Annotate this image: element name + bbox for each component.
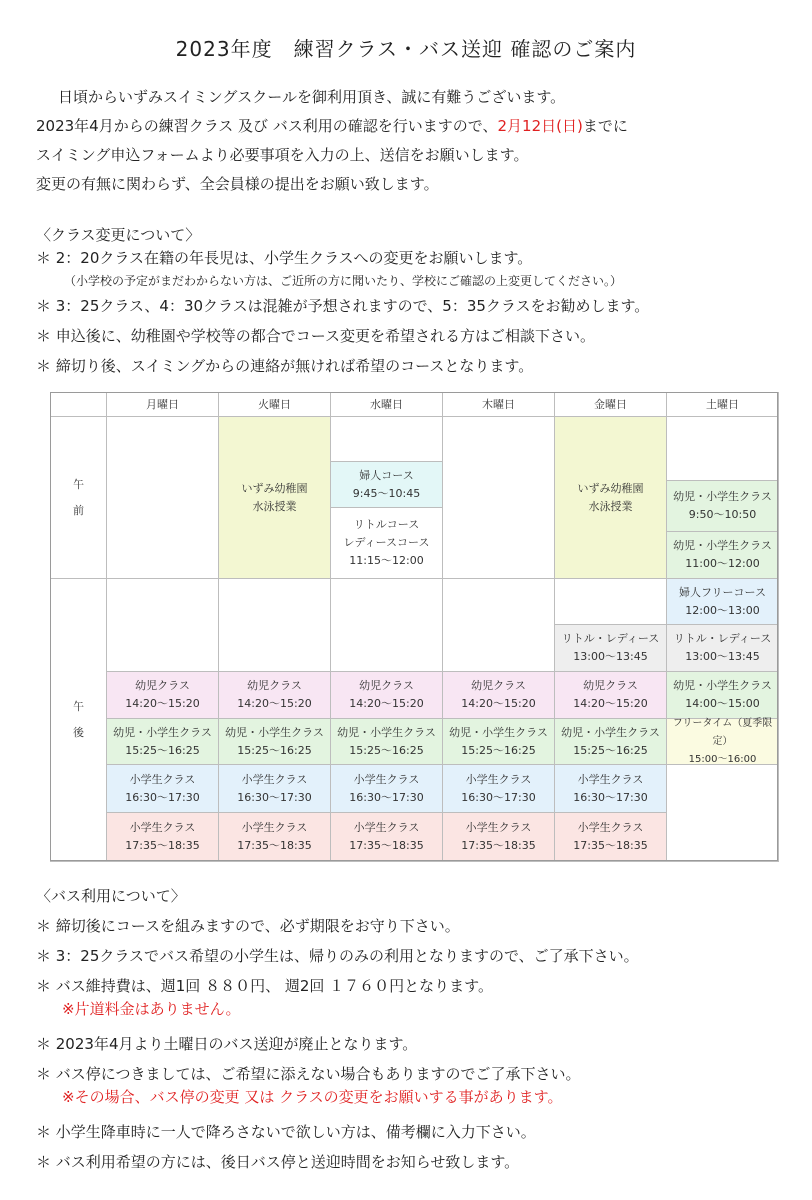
empty-cell <box>442 578 555 672</box>
intro-line-3: スイミング申込フォームより必要事項を入力の上、送信をお願いします。 <box>36 146 529 164</box>
intro-line-4: 変更の有無に関わらず、全会員様の提出をお願い致します。 <box>36 175 439 193</box>
schedule-cell-text: 小学生クラス <box>353 821 420 834</box>
schedule-cell-text: 小学生クラス <box>129 821 196 834</box>
pm-label-text: 後 <box>73 726 84 739</box>
schedule-cell-text: 幼児・小学生クラス <box>113 725 212 739</box>
schedule-cell-text: 16:30～17:30 <box>125 790 200 804</box>
schedule-cell <box>218 718 331 765</box>
schedule-cell-text: 17:35～18:35 <box>125 839 200 852</box>
class-change-heading: 〈クラス変更について〉 <box>36 226 201 244</box>
day-header <box>666 392 779 417</box>
schedule-cell-text: 幼児・小学生クラス <box>673 490 772 503</box>
schedule-cell-text: 17:35～18:35 <box>349 839 424 852</box>
schedule-cell <box>218 812 331 862</box>
schedule-cell-text: 幼児・小学生クラス <box>337 725 436 739</box>
schedule-cell-text: 15:25～16:25 <box>237 743 312 757</box>
schedule-cell-text: 幼児・小学生クラス <box>449 725 548 739</box>
schedule-cell-text: リトル・レディース <box>561 632 660 645</box>
schedule-cell-text: 幼児クラス <box>247 679 302 692</box>
empty-cell <box>106 578 219 672</box>
bus-item: ＊ バス停につきましては、ご希望に添えない場合もありますのでご了承下さい。 <box>36 1065 581 1083</box>
pm-label-text: 午 <box>73 700 84 713</box>
schedule-table <box>50 392 778 861</box>
schedule-cell-text: 16:30～17:30 <box>237 790 312 804</box>
schedule-cell-text: 小学生クラス <box>465 821 532 834</box>
schedule-cell <box>330 764 443 813</box>
schedule-cell-text: 小学生クラス <box>129 772 196 786</box>
schedule-cell-text: 婦人フリーコース <box>678 585 766 599</box>
day-header-text: 月曜日 <box>146 397 179 411</box>
schedule-cell-text: いずみ幼稚園 <box>577 481 644 495</box>
header-corner <box>50 392 107 417</box>
empty-cell <box>666 764 779 862</box>
schedule-cell-text: 幼児・小学生クラス <box>561 725 660 739</box>
schedule-cell-text: 14:20～15:20 <box>573 697 648 710</box>
bus-red-note: ※片道料金はありません。 <box>62 1000 241 1018</box>
empty-cell <box>666 416 779 481</box>
schedule-cell-text: 小学生クラス <box>577 821 644 834</box>
schedule-cell-text: リトル・レディース <box>673 632 772 645</box>
schedule-cell-text: 14:20～15:20 <box>461 697 536 710</box>
day-header-text: 水曜日 <box>370 397 403 411</box>
schedule-cell-text: 14:20～15:20 <box>349 697 424 710</box>
schedule-cell-text: 婦人コース <box>359 468 414 482</box>
schedule-cell <box>554 416 667 579</box>
schedule-cell-text: 小学生クラス <box>465 772 532 786</box>
bus-red-note: ※その場合、バス停の変更 又は クラスの変更をお願いする事があります。 <box>62 1088 563 1106</box>
empty-cell <box>554 578 667 625</box>
class-change-item: ＊ 2：20クラス在籍の年長児は、小学生クラスへの変更をお願いします。 <box>36 249 533 267</box>
schedule-cell-text: レディースコース <box>343 536 430 549</box>
schedule-cell-text: 水泳授業 <box>252 499 297 513</box>
intro-line-2 <box>36 113 628 139</box>
schedule-cell-text: 幼児・小学生クラス <box>225 725 324 739</box>
schedule-cell-text: 幼児クラス <box>583 679 638 692</box>
schedule-cell <box>330 718 443 765</box>
schedule-cell-text: 小学生クラス <box>241 821 308 834</box>
schedule-cell-text: 9:45～10:45 <box>352 486 421 500</box>
schedule-cell-text: 小学生クラス <box>353 772 420 786</box>
schedule-cell-text: 12:00～13:00 <box>685 603 760 617</box>
schedule-cell-text: 幼児クラス <box>359 679 414 692</box>
bus-item: ＊ バス維持費は、週1回 ８８０円、 週2回 １７６０円となります。 <box>36 977 493 995</box>
schedule-cell-text: 15:25～16:25 <box>573 743 648 757</box>
schedule-cell <box>666 718 779 765</box>
schedule-cell <box>218 671 331 719</box>
am-label-text: 午 <box>73 477 84 491</box>
schedule-cell <box>442 718 555 765</box>
day-header-text: 火曜日 <box>258 397 291 411</box>
schedule-cell <box>554 671 667 719</box>
schedule-cell-text: 17:35～18:35 <box>461 839 536 852</box>
class-change-item: ＊ 締切り後、スイミングからの連絡が無ければ希望のコースとなります。 <box>36 357 534 375</box>
am-label <box>50 416 107 579</box>
schedule-cell <box>666 578 779 625</box>
schedule-cell <box>666 624 779 672</box>
schedule-cell-text: リトルコース <box>353 518 420 531</box>
schedule-cell <box>554 764 667 813</box>
day-header <box>218 392 331 417</box>
schedule-cell-text: 15:25～16:25 <box>349 743 424 757</box>
schedule-cell <box>106 718 219 765</box>
schedule-cell-text: 13:00～13:45 <box>685 650 760 663</box>
schedule-cell-text: 11:00～12:00 <box>685 557 760 570</box>
bus-item: ＊ 2023年4月より土曜日のバス送迎が廃止となります。 <box>36 1035 418 1053</box>
schedule-cell-text: 17:35～18:35 <box>237 839 312 852</box>
schedule-cell-text: 幼児・小学生クラス <box>673 679 772 692</box>
am-label-text: 前 <box>73 503 84 517</box>
schedule-cell-text: 14:00～15:00 <box>685 697 760 710</box>
schedule-cell <box>442 764 555 813</box>
schedule-cell-text: フリータイム（夏季限定） <box>672 717 773 747</box>
schedule-cell <box>218 764 331 813</box>
schedule-cell-text: 17:35～18:35 <box>573 839 648 852</box>
schedule-cell <box>554 624 667 672</box>
schedule-cell-text: 小学生クラス <box>241 772 308 786</box>
bus-item: ＊ 3：25クラスでバス希望の小学生は、帰りのみの利用となりますので、ご了承下さい。 <box>36 947 639 965</box>
schedule-cell <box>330 507 443 579</box>
schedule-cell-text: 14:20～15:20 <box>237 697 312 710</box>
bus-item: ＊ バス利用希望の方には、後日バス停と送迎時間をお知らせ致します。 <box>36 1153 520 1171</box>
intro-line-2-pre: 2023年4月からの練習クラス 及び バス利用の確認を行いますので、 <box>36 117 498 135</box>
bus-item: ＊ 小学生降車時に一人で降ろさないで欲しい方は、備考欄に入力下さい。 <box>36 1123 536 1141</box>
schedule-cell-text: 15:25～16:25 <box>461 743 536 757</box>
day-header <box>554 392 667 417</box>
schedule-cell <box>106 812 219 862</box>
schedule-cell <box>106 764 219 813</box>
intro-line-1: 日頃からいずみスイミングスクールを御利用頂き、誠に有難うございます。 <box>58 88 566 106</box>
empty-cell <box>330 578 443 672</box>
schedule-cell <box>330 461 443 508</box>
schedule-cell-text: いずみ幼稚園 <box>241 481 308 495</box>
empty-cell <box>330 416 443 462</box>
schedule-cell <box>554 812 667 862</box>
schedule-cell <box>442 812 555 862</box>
schedule-cell-text: 幼児クラス <box>135 679 190 692</box>
schedule-cell-text: 幼児・小学生クラス <box>673 539 772 552</box>
day-header-text: 木曜日 <box>482 397 515 411</box>
deadline-date: 2月12日(日) <box>497 117 583 135</box>
schedule-cell-text: 11:15～12:00 <box>349 554 424 567</box>
schedule-cell-text: 16:30～17:30 <box>461 790 536 804</box>
day-header <box>106 392 219 417</box>
schedule-cell-text: 15:25～16:25 <box>125 743 200 757</box>
bus-heading: 〈バス利用について〉 <box>36 887 186 905</box>
class-change-item: ＊ 申込後に、幼稚園や学校等の都合でコース変更を希望される方はご相談下さい。 <box>36 327 596 345</box>
schedule-cell-text: 小学生クラス <box>577 772 644 786</box>
schedule-cell-text: 15:00～16:00 <box>688 753 757 765</box>
schedule-cell <box>106 671 219 719</box>
empty-cell <box>442 416 555 579</box>
class-change-item: ＊ 3：25クラス、4：30クラスは混雑が予想されますので、5：35クラスをお勧めします。 <box>36 297 650 315</box>
schedule-cell-text: 9:50～10:50 <box>688 508 757 521</box>
schedule-cell <box>666 480 779 532</box>
day-header <box>330 392 443 417</box>
empty-cell <box>106 416 219 579</box>
intro-line-2-post: までに <box>582 117 628 135</box>
schedule-cell-text: 16:30～17:30 <box>349 790 424 804</box>
empty-cell <box>218 578 331 672</box>
pm-label <box>50 578 107 862</box>
schedule-cell <box>442 671 555 719</box>
schedule-cell <box>666 671 779 719</box>
day-header-text: 金曜日 <box>594 397 627 411</box>
schedule-cell <box>666 531 779 579</box>
schedule-cell-text: 16:30～17:30 <box>573 790 648 804</box>
schedule-cell-text: 14:20～15:20 <box>125 697 200 710</box>
schedule-cell <box>330 812 443 862</box>
schedule-cell-text: 水泳授業 <box>588 499 633 513</box>
bus-item: ＊ 締切後にコースを組みますので、必ず期限をお守り下さい。 <box>36 917 460 935</box>
page-title: 2023年度 練習クラス・バス送迎 確認のご案内 <box>175 37 637 61</box>
day-header <box>442 392 555 417</box>
class-change-note: （小学校の予定がまだわからない方は、ご近所の方に聞いたり、学校にご確認の上変更してください。） <box>64 274 623 288</box>
schedule-cell <box>218 416 331 579</box>
schedule-cell-text: 幼児クラス <box>471 679 526 692</box>
schedule-cell-text: 13:00～13:45 <box>573 650 648 663</box>
day-header-text: 土曜日 <box>706 397 739 411</box>
schedule-cell <box>554 718 667 765</box>
schedule-cell <box>330 671 443 719</box>
